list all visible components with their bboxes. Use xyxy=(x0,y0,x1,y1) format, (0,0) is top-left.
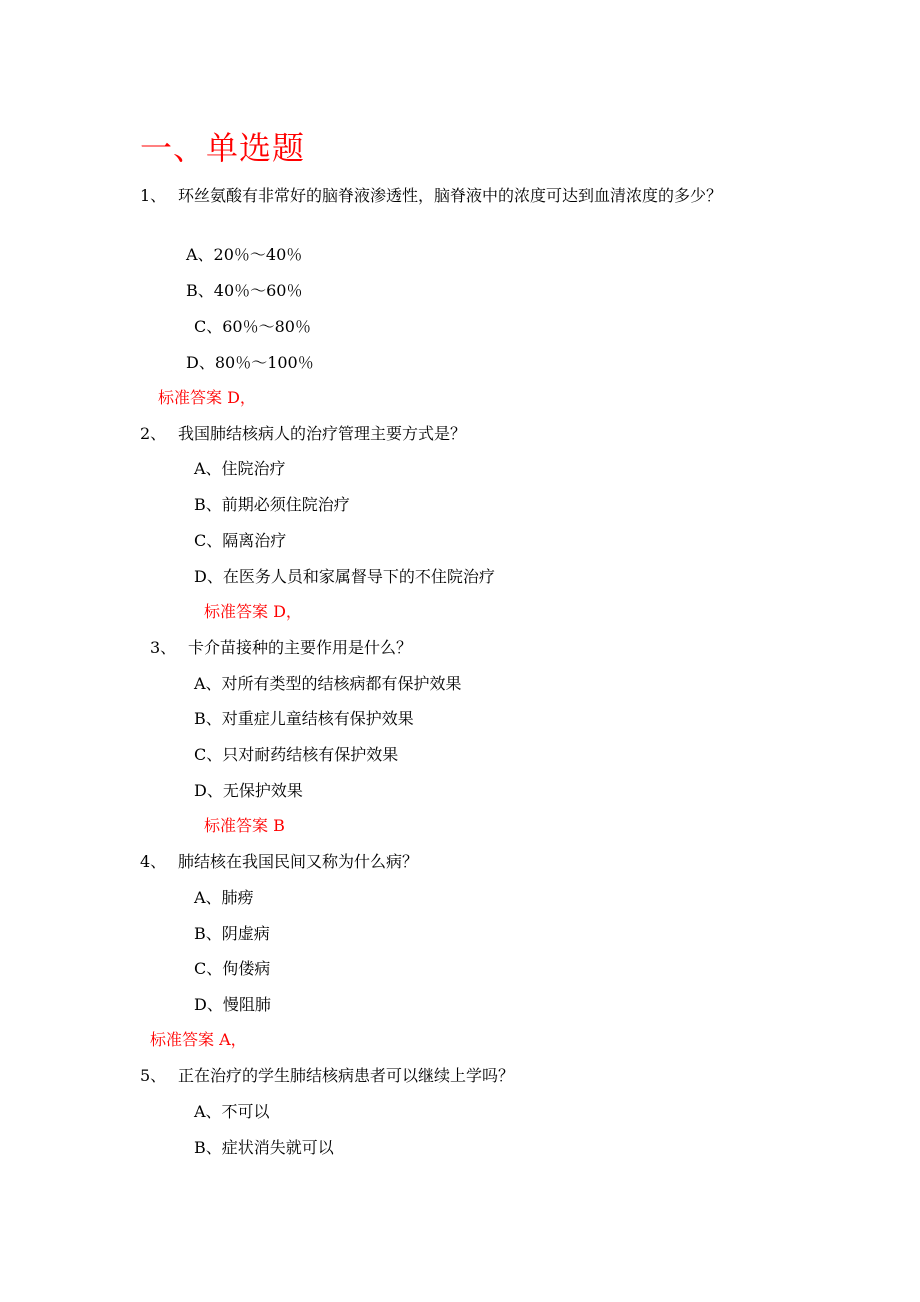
question-text: 我国肺结核病人的治疗管理主要方式是？ xyxy=(178,424,467,443)
question-2 xyxy=(140,423,466,445)
option-4d: D、慢阻肺 xyxy=(194,995,271,1014)
option-1b: B、40％～60％ xyxy=(186,281,303,300)
option-1d: D、80％～100％ xyxy=(186,353,314,372)
option-5b: B、症状消失就可以 xyxy=(194,1138,334,1157)
option-4b: B、阴虚病 xyxy=(194,924,270,943)
question-4 xyxy=(140,851,418,873)
section-title: 一、单选题 xyxy=(140,129,306,167)
question-text: 肺结核在我国民间又称为什么病？ xyxy=(178,852,419,871)
option-2a: A、住院治疗 xyxy=(194,459,286,478)
option-1c: C、60％～80％ xyxy=(194,317,311,336)
answer-3: 标准答案 B xyxy=(204,816,285,835)
option-2d: D、在医务人员和家属督导下的不住院治疗 xyxy=(194,567,495,586)
option-1a: A、20％～40％ xyxy=(186,245,303,264)
option-2b: B、前期必须住院治疗 xyxy=(194,495,350,514)
question-number: 4、 xyxy=(140,852,167,871)
question-text: 正在治疗的学生肺结核病患者可以继续上学吗？ xyxy=(178,1066,515,1085)
question-number: 1、 xyxy=(140,186,167,205)
question-3 xyxy=(150,637,412,659)
question-5 xyxy=(140,1065,514,1087)
answer-2: 标准答案 D， xyxy=(204,602,302,621)
option-5a: A、不可以 xyxy=(194,1102,270,1121)
question-number: 3、 xyxy=(150,638,177,657)
option-2c: C、隔离治疗 xyxy=(194,531,287,550)
option-3b: B、对重症儿童结核有保护效果 xyxy=(194,709,414,728)
answer-1: 标准答案 D， xyxy=(158,388,256,407)
option-4c: C、佝偻病 xyxy=(194,959,271,978)
option-4a: A、肺痨 xyxy=(194,888,254,907)
question-text: 环丝氨酸有非常好的脑脊液渗透性，脑脊液中的浓度可达到血清浓度的多少？ xyxy=(178,186,723,205)
question-1 xyxy=(140,184,780,208)
answer-4: 标准答案 A， xyxy=(150,1030,247,1049)
question-number: 2、 xyxy=(140,424,167,443)
option-3c: C、只对耐药结核有保护效果 xyxy=(194,745,399,764)
option-3a: A、对所有类型的结核病都有保护效果 xyxy=(194,674,462,693)
question-number: 5、 xyxy=(140,1066,167,1085)
option-3d: D、无保护效果 xyxy=(194,781,303,800)
question-text: 卡介苗接种的主要作用是什么？ xyxy=(188,638,413,657)
